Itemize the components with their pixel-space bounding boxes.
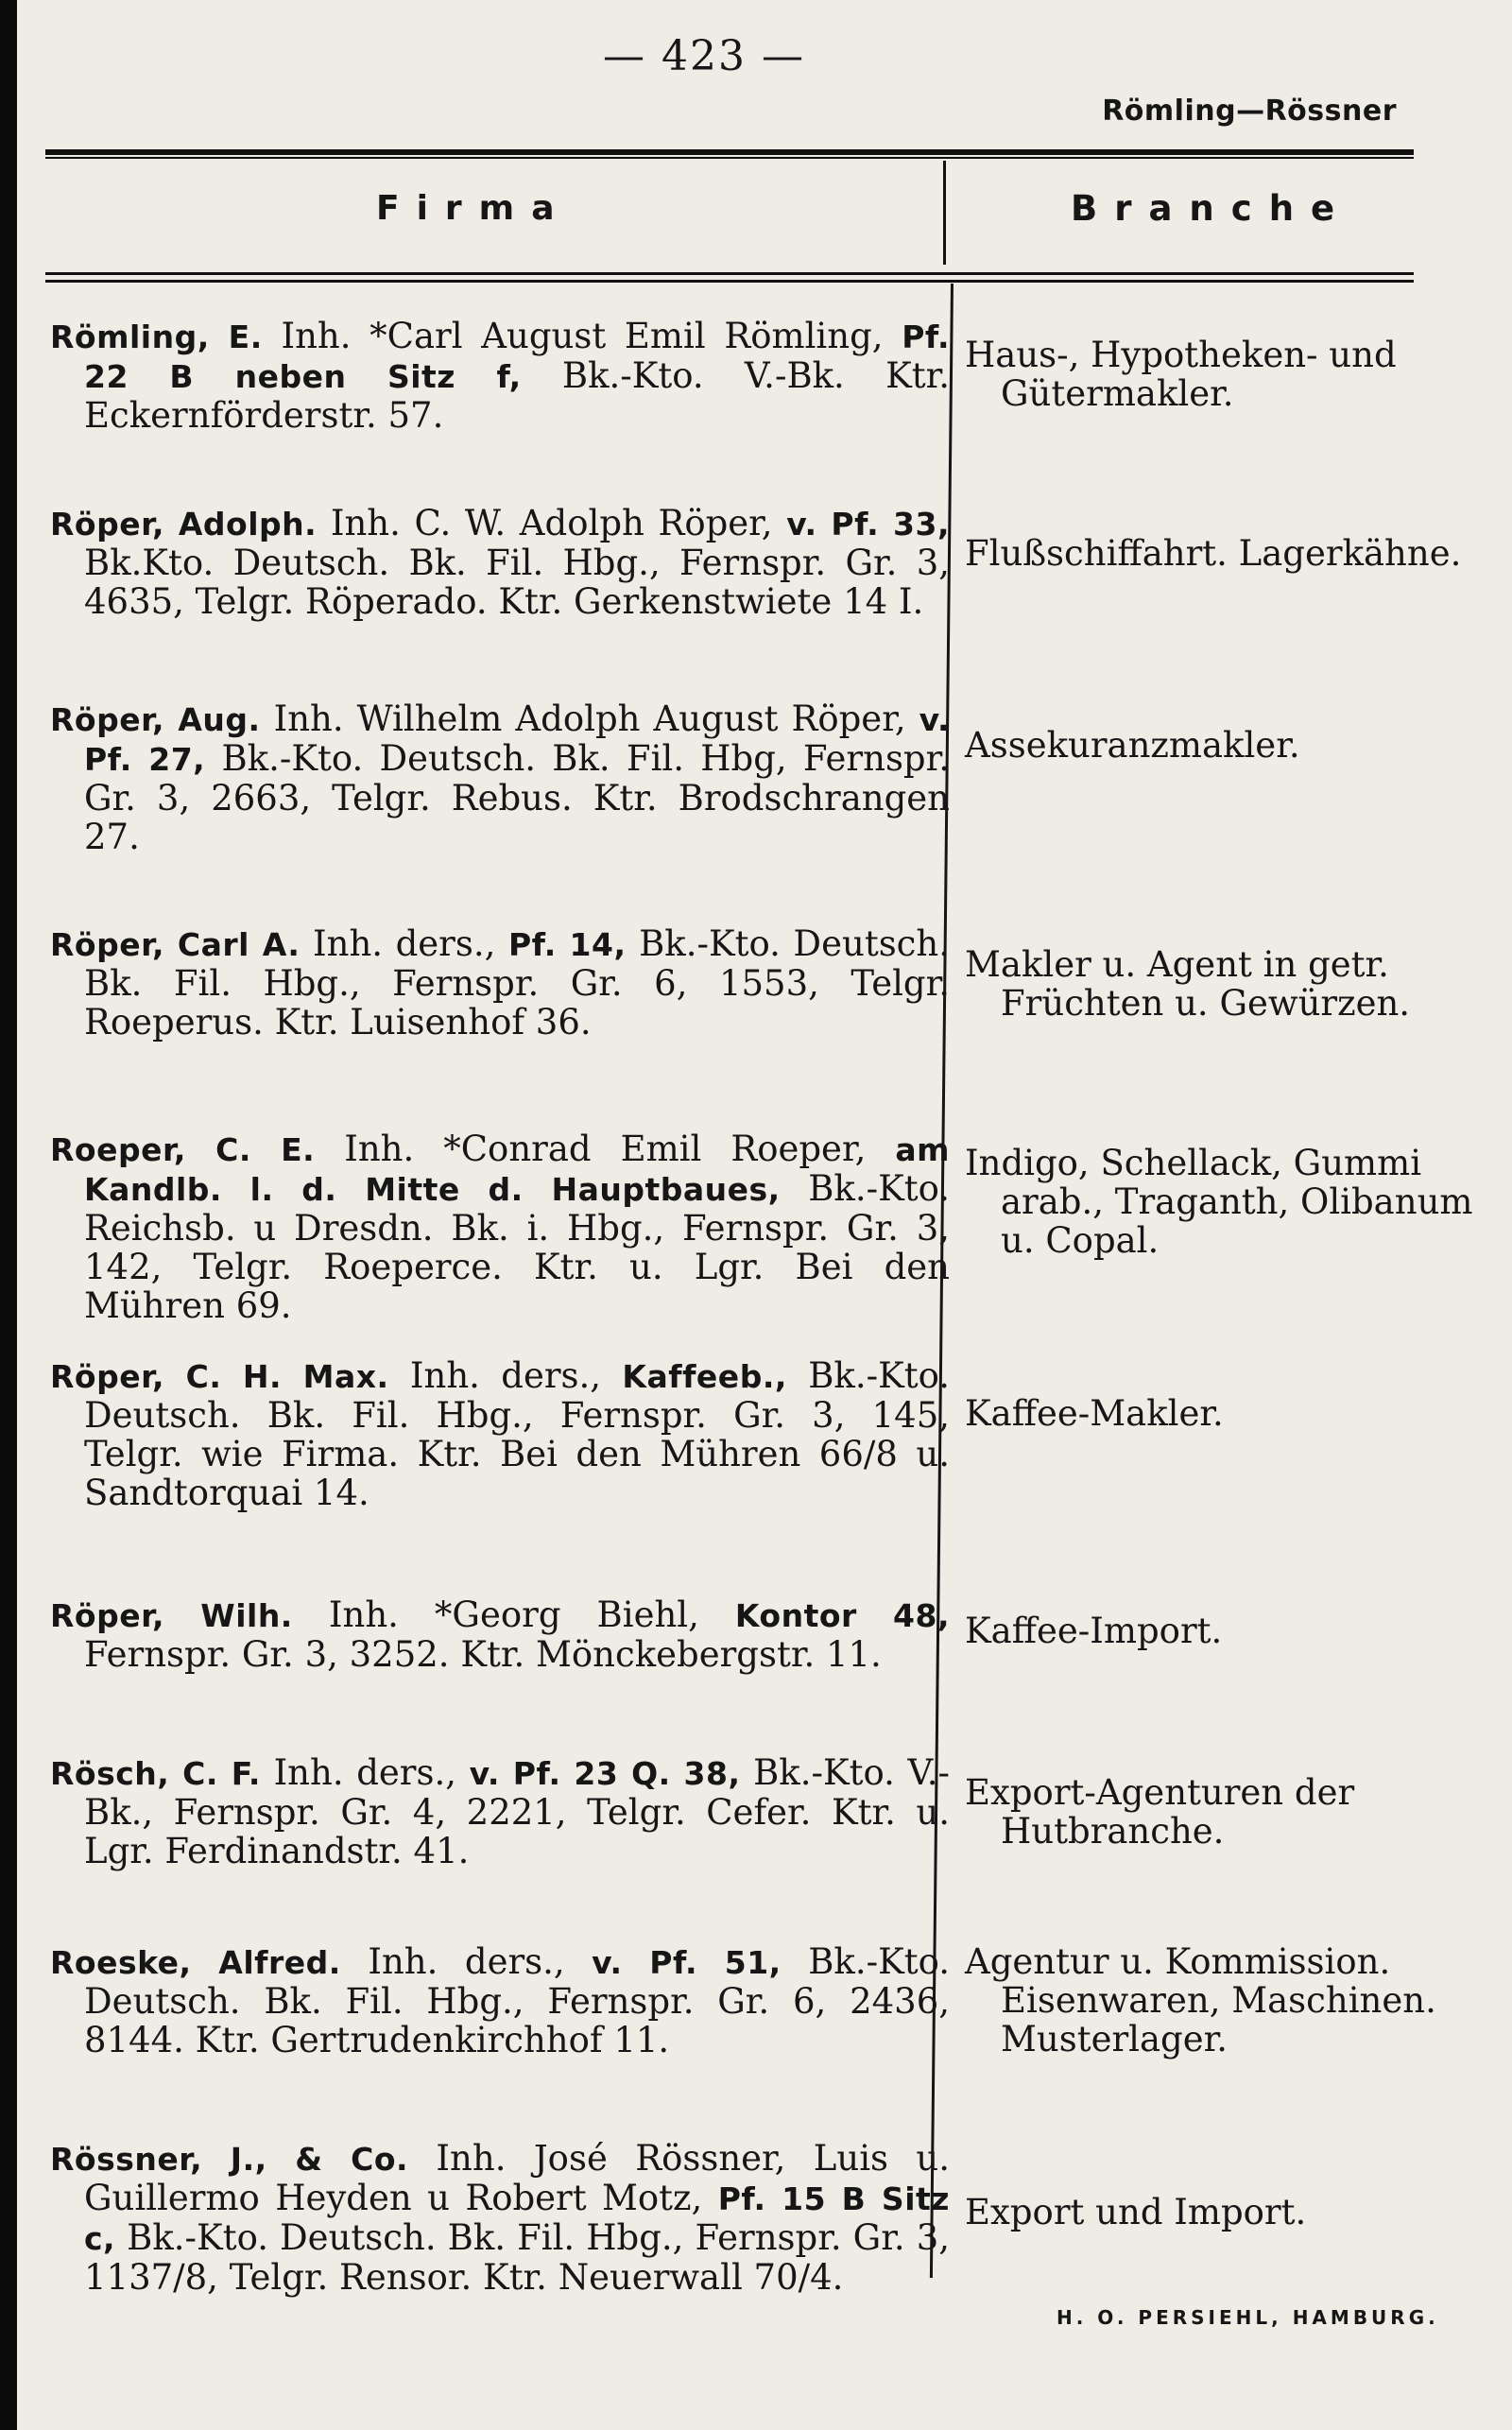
directory-entry — [50, 1129, 950, 1325]
firm-name: Röper, Carl A. — [50, 926, 301, 963]
column-heading-firma: Firma — [376, 189, 572, 228]
branche-entry: Assekuranzmakler. — [965, 725, 1300, 766]
directory-entry — [50, 1942, 950, 2059]
address-bold: Pf. 22 B neben Sitz f, — [84, 319, 950, 395]
owner-text: Inh. ders., — [260, 1752, 470, 1793]
firm-name: Roeske, Alfred. — [50, 1944, 341, 1981]
details-text: Bk.-Kto. Deutsch. Bk. Fil. Hbg, Fernspr. Gr. 3, 2663, Telgr. Rebus. Ktr. Brodschrangen 27. — [84, 738, 950, 857]
branche-entry: Agentur u. Kommission. Eisenwaren, Maschinen. Musterlager. — [965, 1941, 1436, 2059]
owner-text: Inh. José Rössner, Luis u. Guillermo Heyden u Robert Motz, — [84, 2138, 950, 2218]
firm-name: Rösch, C. F. — [50, 1755, 261, 1792]
details-text: Bk.-Kto. Deutsch. Bk. Fil. Hbg., Fernspr. Gr. 6, 2436, 8144. Ktr. Gertrudenkirchhof 11. — [84, 1941, 950, 2060]
book-spine-edge — [0, 0, 17, 2430]
details-text: Fernspr. Gr. 3, 3252. Ktr. Mönckebergstr. 11. — [84, 1634, 882, 1675]
branche-entry: Flußschiffahrt. Lagerkähne. — [965, 533, 1462, 574]
branche-entry: Makler u. Agent in getr. Früchten u. Gewürzen. — [965, 944, 1411, 1024]
branche-entry: Indigo, Schellack, Gummi arab., Traganth, Olibanum u. Copal. — [965, 1143, 1473, 1261]
directory-entry — [50, 1753, 950, 1870]
firm-name: Röper, Aug. — [50, 701, 261, 738]
details-text: Bk.-Kto. V.-Bk. Ktr. Eckernförderstr. 57. — [84, 355, 950, 436]
directory-entry — [50, 924, 950, 1042]
directory-entry — [50, 1595, 950, 1674]
directory-entry — [50, 699, 950, 856]
address-bold: Pf. 15 B Sitz c, — [84, 2180, 950, 2257]
firm-name: Roeper, C. E. — [50, 1131, 316, 1168]
heading-divider — [943, 161, 946, 265]
firm-name: Röper, Adolph. — [50, 506, 318, 543]
address-bold: Kaffeeb., — [622, 1358, 787, 1395]
printer-imprint: H. O. PERSIEHL, HAMBURG. — [1057, 2306, 1439, 2329]
address-bold: v. Pf. 51, — [592, 1944, 782, 1981]
header-rule — [45, 272, 1414, 275]
owner-text: Inh. ders., — [388, 1355, 623, 1396]
owner-text: Inh. ders., — [340, 1941, 593, 1982]
owner-text: Inh. *Carl August Emil Römling, — [262, 316, 902, 356]
address-bold: v. Pf. 33, — [786, 506, 950, 543]
details-text: Bk.-Kto. Deutsch. Bk. Fil. Hbg., Fernspr. Gr. 3, 1137/8, Telgr. Rensor. Ktr. Neuerwall 70/4. — [84, 2217, 950, 2298]
firm-name: Römling, E. — [50, 319, 263, 355]
address-bold: Kontor 48, — [734, 1597, 951, 1634]
branche-entry: Haus-, Hypotheken- und Gütermakler. — [965, 335, 1397, 414]
directory-entry — [50, 504, 950, 621]
column-heading-branche: Branche — [1071, 188, 1352, 229]
details-text: Bk.-Kto. Deutsch. Bk. Fil. Hbg., Fernspr. Gr. 3, 145, Telgr. wie Firma. Ktr. Bei den Mühren 66/8 u. Sandtorquai 14. — [84, 1355, 950, 1513]
owner-text: Inh. ders., — [300, 923, 508, 964]
details-text: Bk.Kto. Deutsch. Bk. Fil. Hbg., Fernspr. Gr. 3, 4635, Telgr. Röperado. Ktr. Gerkenstwiete 14 I. — [84, 543, 950, 622]
details-text: Bk.-Kto. Deutsch. Bk. Fil. Hbg., Fernspr. Gr. 6, 1553, Telgr. Roeperus. Ktr. Luisenhof 36. — [84, 923, 950, 1043]
top-rule — [45, 149, 1414, 155]
directory-entry — [50, 2139, 950, 2297]
owner-text: Inh. Wilhelm Adolph August Röper, — [260, 698, 919, 739]
branche-entry: Kaffee-Import. — [965, 1611, 1223, 1651]
owner-text: Inh. *Conrad Emil Roeper, — [315, 1129, 896, 1169]
branche-entry: Export und Import. — [965, 2192, 1307, 2232]
branche-entry: Kaffee-Makler. — [965, 1393, 1224, 1434]
firm-name: Röper, Wilh. — [50, 1597, 293, 1634]
address-bold: v. Pf. 23 Q. 38, — [469, 1755, 741, 1792]
firm-name: Röper, C. H. Max. — [50, 1358, 389, 1395]
directory-entry — [50, 1356, 950, 1512]
details-text: Bk.-Kto. Reichsb. u Dresdn. Bk. i. Hbg., Fernspr. Gr. 3, 142, Telgr. Roeperce. Ktr. u. Lgr. Bei den Mühren 69. — [84, 1168, 950, 1326]
owner-text: Inh. *Georg Biehl, — [292, 1594, 735, 1635]
address-bold: Pf. 14, — [507, 926, 627, 963]
branche-entry: Export-Agenturen der Hutbranche. — [965, 1772, 1355, 1852]
directory-page: — 423 — Römling—Rössner Firma Branche Römling, E. Inh. *Carl August Emil Römling, Pf. 22 B neben Sitz f, Bk.-Kto. V.-Bk. Ktr. Eckernförderstr. 57. Haus-, Hypotheken- und Gütermakler. Röper, Adolph. Inh. C. W. Adolph Röper, v. Pf. 33, Bk.Kto. Deutsch. Bk. Fil. Hbg., Fernspr. Gr. 3, 4635, Telgr. Röperado. Ktr. Gerkenstwiete 14 I. Flußschiffahrt. Lagerkähne. Röper, Aug. Inh. Wilhelm Adolph August Röper, v. Pf. 27, Bk.-Kto. Deutsch. Bk. Fil. Hbg, Fernspr. Gr. 3, 2663, Telgr. Rebus. Ktr. Brodschrangen 27. Assekuranzmakler. Röper, Carl A. Inh. ders., Pf. 14, Bk.-Kto. Deutsch. Bk. Fil. Hbg., Fernspr. Gr. 6, 1553, Telgr. Roeperus. Ktr. Luisenhof 36. Makler u. Agent in getr. Früchten u. Gewürzen. Roeper, C. E. Inh. *Conrad Emil Roeper, am Kandlb. l. d. Mitte d. Hauptbaues, Bk.-Kto. Reichsb. u Dresdn. Bk. i. Hbg., Fernspr. Gr. 3, 142, Telgr. Roeperce. Ktr. u. Lgr. Bei den Mühren 69. Indigo, Schellack, Gummi arab., Traganth, Olibanum u. Copal. Röper, C. H. Max. Inh. ders., Kaffeeb., Bk.-Kto. Deutsch. Bk. Fil. Hbg., Fernspr. Gr. 3, 145, Telgr. wie Firma. Ktr. Bei den Mühren 66/8 u. Sandtorquai 14. Kaffee-Makler. Röper, Wilh. Inh. *Georg Biehl, Kontor 48, Fernspr. Gr. 3, 3252. Ktr. Mönckebergstr. 11. Kaffee-Import. Rösch, C. F. Inh. ders., v. Pf. 23 Q. 38, Bk.-Kto. V.-Bk., Fernspr. Gr. 4, 2221, Telgr. Cefer. Ktr. u. Lgr. Ferdinandstr. 41. Export-Agenturen der Hutbranche. Roeske, Alfred. Inh. ders., v. Pf. 51, Bk.-Kto. Deutsch. Bk. Fil. Hbg., Fernspr. Gr. 6, 2436, 8144. Ktr. Gertrudenkirchhof 11. Agentur u. Kommission. Eisenwaren, Maschinen. Musterlager. Rössner, J., & Co. Inh. José Rössner, Luis u. Guillermo Heyden u Robert Motz, Pf. 15 B Sitz c, Bk.-Kto. Deutsch. Bk. Fil. Hbg., Fernspr. Gr. 3, 1137/8, Telgr. Rensor. Ktr. Neuerwall 70/4. Export und Import. H. O. PERSIEHL, HAMBURG. — [17, 0, 1512, 2430]
owner-text: Inh. C. W. Adolph Röper, — [317, 503, 787, 543]
header-rule-second — [45, 280, 1414, 283]
address-bold: v. Pf. 27, — [84, 701, 951, 778]
address-bold: am Kandlb. l. d. Mitte d. Hauptbaues, — [84, 1131, 950, 1208]
directory-entry — [50, 317, 950, 435]
firm-name: Rössner, J., & Co. — [50, 2141, 409, 2178]
top-rule-thin — [45, 157, 1414, 159]
running-head: Römling—Rössner — [1102, 95, 1397, 128]
details-text: Bk.-Kto. V.-Bk., Fernspr. Gr. 4, 2221, Telgr. Cefer. Ktr. u. Lgr. Ferdinandstr. 41. — [84, 1752, 951, 1871]
